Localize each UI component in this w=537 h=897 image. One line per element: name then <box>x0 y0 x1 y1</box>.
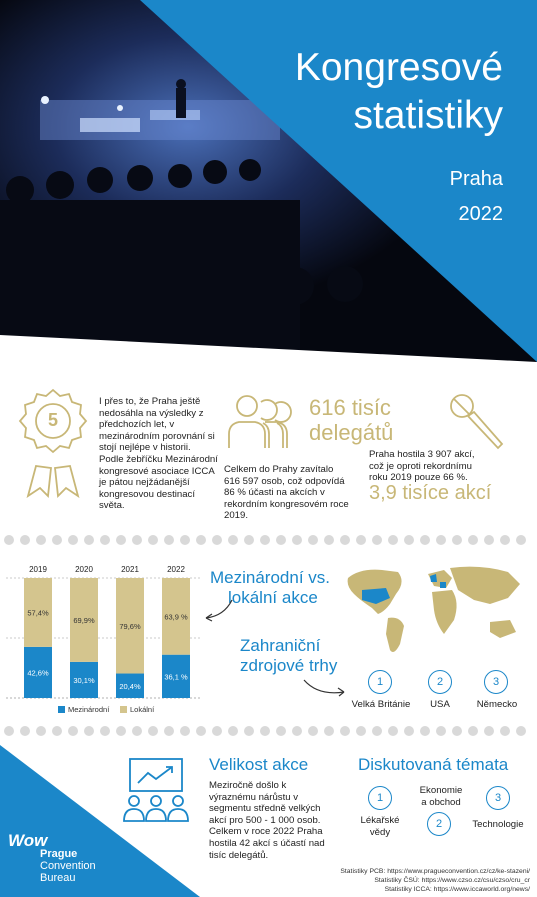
arrow-icon <box>300 676 350 700</box>
topic-label-3: Technologie <box>472 819 524 830</box>
topic-label-2: Ekonomie a obchod <box>419 785 463 808</box>
market-rank-2: 2 <box>428 670 452 694</box>
lokalni-data-label: 57,4% <box>27 608 49 618</box>
topic-rank-1: 1 <box>368 786 392 810</box>
ranking-text-1: I přes to, že Praha ještě nedosáhla na výsledky z předchozích let, v mezinárodním porovnání si stojí nejlépe v historii. <box>99 396 215 454</box>
source-line-3: Statistiky ICCA: https://www.iccaworld.org/news/ <box>384 886 530 893</box>
market-label-3: Německo <box>476 699 518 710</box>
source-line-2: Statistiky ČSÚ: https://www.czso.cz/csu/czso/cru_cr <box>374 877 530 884</box>
topic-rank-2: 2 <box>427 812 451 836</box>
size-text: Meziročně došlo k výraznému nárůstu v segmentu středně velkých akcí pro 500 - 1 000 osob. Celkem v roce 2022 Praha hostila 42 akcí s účastí nad tisíc delegátů. <box>209 780 325 861</box>
events-headline: 3,9 tisíce akcí <box>369 482 492 504</box>
legend-swatch-lokalni <box>120 706 127 713</box>
legend-label-lokalni: Lokální <box>130 705 155 714</box>
year-tick-label: 2021 <box>121 565 139 574</box>
world-map <box>340 560 530 660</box>
title-line-2: statistiky <box>353 94 503 137</box>
delegates-headline <box>309 395 393 445</box>
topics-title: Diskutovaná témata <box>358 755 509 774</box>
market-label-1: Velká Británie <box>351 699 411 710</box>
mezinarodni-data-label: 42,6% <box>27 668 49 678</box>
presentation-icon <box>120 755 192 827</box>
year-label: 2022 <box>458 203 503 225</box>
delegates-headline-line-2: delegátů <box>309 420 394 445</box>
year-tick-label: 2019 <box>29 565 47 574</box>
topic-label-1: Lékařské vědy <box>360 815 400 838</box>
stacked-bar-chart <box>0 560 205 720</box>
source-markets-title <box>240 636 337 676</box>
pcb-logo <box>8 831 96 884</box>
logo-line-1: Prague <box>40 848 78 860</box>
lokalni-data-label: 79,6% <box>119 621 141 631</box>
page-title <box>243 44 503 140</box>
delegates-text: Celkem do Prahy zavítalo 616 597 osob, což odpovídá 86 % účasti na akcích v rekordním kongresovém roce 2019. <box>224 464 349 522</box>
market-label-2: USA <box>430 699 450 710</box>
intl-local-title-line-2: lokální akce <box>228 588 318 607</box>
ranking-text-2: Podle žebříčku Mezinárodní kongresové asociace ICCA je pátou nejžádanější kongresovou destinací světa. <box>99 454 218 512</box>
source-markets-title-line-2: zdrojové trhy <box>240 656 338 675</box>
arrow-icon <box>200 596 236 624</box>
topic-rank-3: 3 <box>486 786 510 810</box>
year-tick-label: 2020 <box>75 565 93 574</box>
year-tick-label: 2022 <box>167 565 185 574</box>
mezinarodni-data-label: 30,1% <box>73 675 95 685</box>
source-markets-title-line-1: Zahraniční <box>240 636 321 655</box>
divider-dots <box>0 726 537 736</box>
divider-dots <box>0 535 537 545</box>
hero-banner <box>0 0 537 362</box>
source-line-1: Statistiky PCB: https://www.pragueconvention.cz/cz/ke-stazeni/ <box>340 868 530 875</box>
events-text: Praha hostila 3 907 akcí, což je oproti rekordnímu roku 2019 pouze 66 %. <box>369 449 475 484</box>
legend-swatch-mezinarodni <box>58 706 65 713</box>
title-line-1: Kongresové <box>294 46 503 89</box>
logo-line-3: Bureau <box>40 872 76 884</box>
microphone-icon <box>446 390 510 452</box>
lokalni-data-label: 63,9 % <box>164 612 188 622</box>
logo-wow: Wow <box>8 831 48 850</box>
size-title: Velikost akce <box>209 755 309 774</box>
market-rank-3: 3 <box>484 670 508 694</box>
mezinarodni-data-label: 20,4% <box>119 681 141 691</box>
people-icon <box>225 392 303 452</box>
sources <box>240 867 530 894</box>
delegates-headline-line-1: 616 tisíc <box>309 395 391 420</box>
logo-line-2: Convention <box>40 860 96 872</box>
rank-number: 5 <box>47 410 58 430</box>
lokalni-data-label: 69,9% <box>73 615 95 625</box>
city-label: Praha <box>449 168 503 190</box>
intl-local-title-line-1: Mezinárodní vs. <box>210 568 330 587</box>
mezinarodni-data-label: 36,1 % <box>164 672 188 682</box>
legend-label-mezinarodni: Mezinárodní <box>68 705 110 714</box>
medal-icon <box>18 388 88 498</box>
market-rank-1: 1 <box>368 670 392 694</box>
